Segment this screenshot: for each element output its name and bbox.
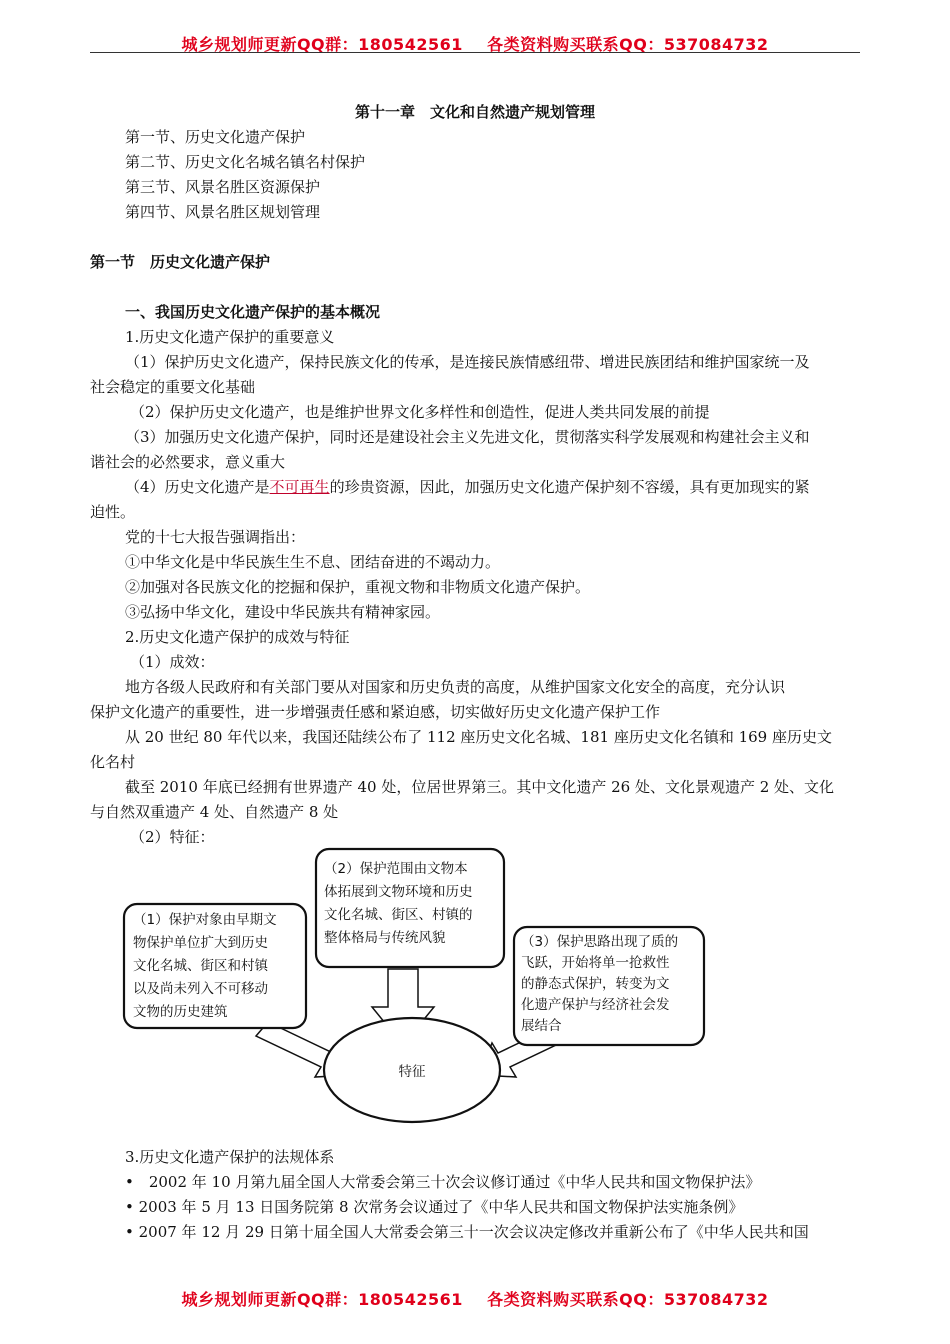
paragraph-line: （1）成效： xyxy=(130,653,215,671)
list-item: ①中华文化是中华民族生生不息、团结奋进的不竭动力。 xyxy=(125,553,501,571)
paragraph-line: （1）保护历史文化遗产，保持民族文化的传承，是连接民族情感纽带、增进民族团结和维护国家统一及 xyxy=(125,353,810,371)
toc-item: 第一节、历史文化遗产保护 xyxy=(125,128,306,146)
list-item: ②加强对各民族文化的挖掘和保护，重视文物和非物质文化遗产保护。 xyxy=(125,578,591,596)
paragraph-line: 化名村 xyxy=(90,753,136,771)
chapter-title: 第十一章 文化和自然遗产规划管理 xyxy=(354,103,595,121)
list-item: ③弘扬中华文化，建设中华民族共有精神家园。 xyxy=(125,603,441,621)
paragraph-line xyxy=(125,475,810,500)
section-title: 第一节 历史文化遗产保护 xyxy=(90,253,271,271)
toc-item: 第三节、风景名胜区资源保护 xyxy=(125,178,321,196)
law-item: • 2002 年 10 月第九届全国人大常委会第三十次会议修订通过《中华人民共和国文物保护法》 xyxy=(125,1173,761,1191)
paragraph-line: 迫性。 xyxy=(90,503,136,521)
paragraph-line: （3）加强历史文化遗产保护，同时还是建设社会主义先进文化，贯彻落实科学发展观和构建社会主义和 xyxy=(125,428,810,446)
paragraph-text: （4）历史文化遗产是 xyxy=(125,478,270,496)
banner-group-text: 城乡规划师更新QQ群：180542561 xyxy=(181,1290,463,1309)
paragraph-line: 保护文化遗产的重要性，进一步增强责任感和紧迫感，切实做好历史文化遗产保护工作 xyxy=(90,703,661,721)
heading-results: 2.历史文化遗产保护的成效与特征 xyxy=(125,628,350,646)
paragraph-line: 截至 2010 年底已经拥有世界遗产 40 处，位居世界第三。其中文化遗产 26 处、文化景观遗产 2 处、文化 xyxy=(125,778,835,796)
toc-item: 第二节、历史文化名城名镇名村保护 xyxy=(125,153,366,171)
paragraph-line: 从 20 世纪 80 年代以来，我国还陆续公布了 112 座历史文化名城、181 座历史文化名镇和 169 座历史文 xyxy=(125,728,832,746)
toc-item: 第四节、风景名胜区规划管理 xyxy=(125,203,321,221)
features-diagram xyxy=(118,845,718,1140)
feature-box-1-text: （1）保护对象由早期文 物保护单位扩大到历史 文化名城、街区和村镇 以及尚未列入不可移动 文物的历史建筑 xyxy=(133,912,277,1020)
header-divider xyxy=(90,52,860,53)
footer-banner xyxy=(0,1287,950,1310)
feature-box-3-text: （3）保护思路出现了质的 飞跃，开始将单一抢救性 的静态式保护，转变为文 化遗产保护与经济社会发 展结合 xyxy=(521,934,679,1034)
banner-group-text: 城乡规划师更新QQ群：180542561 xyxy=(181,35,463,54)
law-item: • 2003 年 5 月 13 日国务院第 8 次常务会议通过了《中华人民共和国文物保护法实施条例》 xyxy=(125,1198,744,1216)
highlighted-term: 不可再生 xyxy=(269,478,330,496)
paragraph-line: 与自然双重遗产 4 处、自然遗产 8 处 xyxy=(90,803,339,821)
feature-box-2-text: （2）保护范围由文物本 体拓展到文物环境和历史 文化名城、街区、村镇的 整体格局与传统风貌 xyxy=(324,861,473,946)
paragraph-line: （2）保护历史文化遗产，也是维护世界文化多样性和创造性，促进人类共同发展的前提 xyxy=(130,403,710,421)
center-label: 特征 xyxy=(398,1064,426,1080)
heading-laws: 3.历史文化遗产保护的法规体系 xyxy=(125,1148,335,1166)
paragraph-line: 党的十七大报告强调指出： xyxy=(125,528,306,546)
banner-contact-text: 各类资料购买联系QQ：537084732 xyxy=(487,1290,769,1309)
paragraph-line: 谐社会的必然要求，意义重大 xyxy=(90,453,286,471)
banner-contact-text: 各类资料购买联系QQ：537084732 xyxy=(487,35,769,54)
paragraph-line: （2）特征： xyxy=(130,828,215,846)
paragraph-line: 地方各级人民政府和有关部门要从对国家和历史负责的高度，从维护国家文化安全的高度，充分认识 xyxy=(125,678,786,696)
heading-importance: 1.历史文化遗产保护的重要意义 xyxy=(125,328,335,346)
law-item: • 2007 年 12 月 29 日第十届全国人大常委会第三十一次会议决定修改并重新公布了《中华人民共和国 xyxy=(125,1223,809,1241)
paragraph-text: 的珍贵资源，因此，加强历史文化遗产保护刻不容缓，具有更加现实的紧 xyxy=(329,478,810,496)
paragraph-line: 社会稳定的重要文化基础 xyxy=(90,378,256,396)
subsection-heading: 一、我国历史文化遗产保护的基本概况 xyxy=(125,303,381,321)
